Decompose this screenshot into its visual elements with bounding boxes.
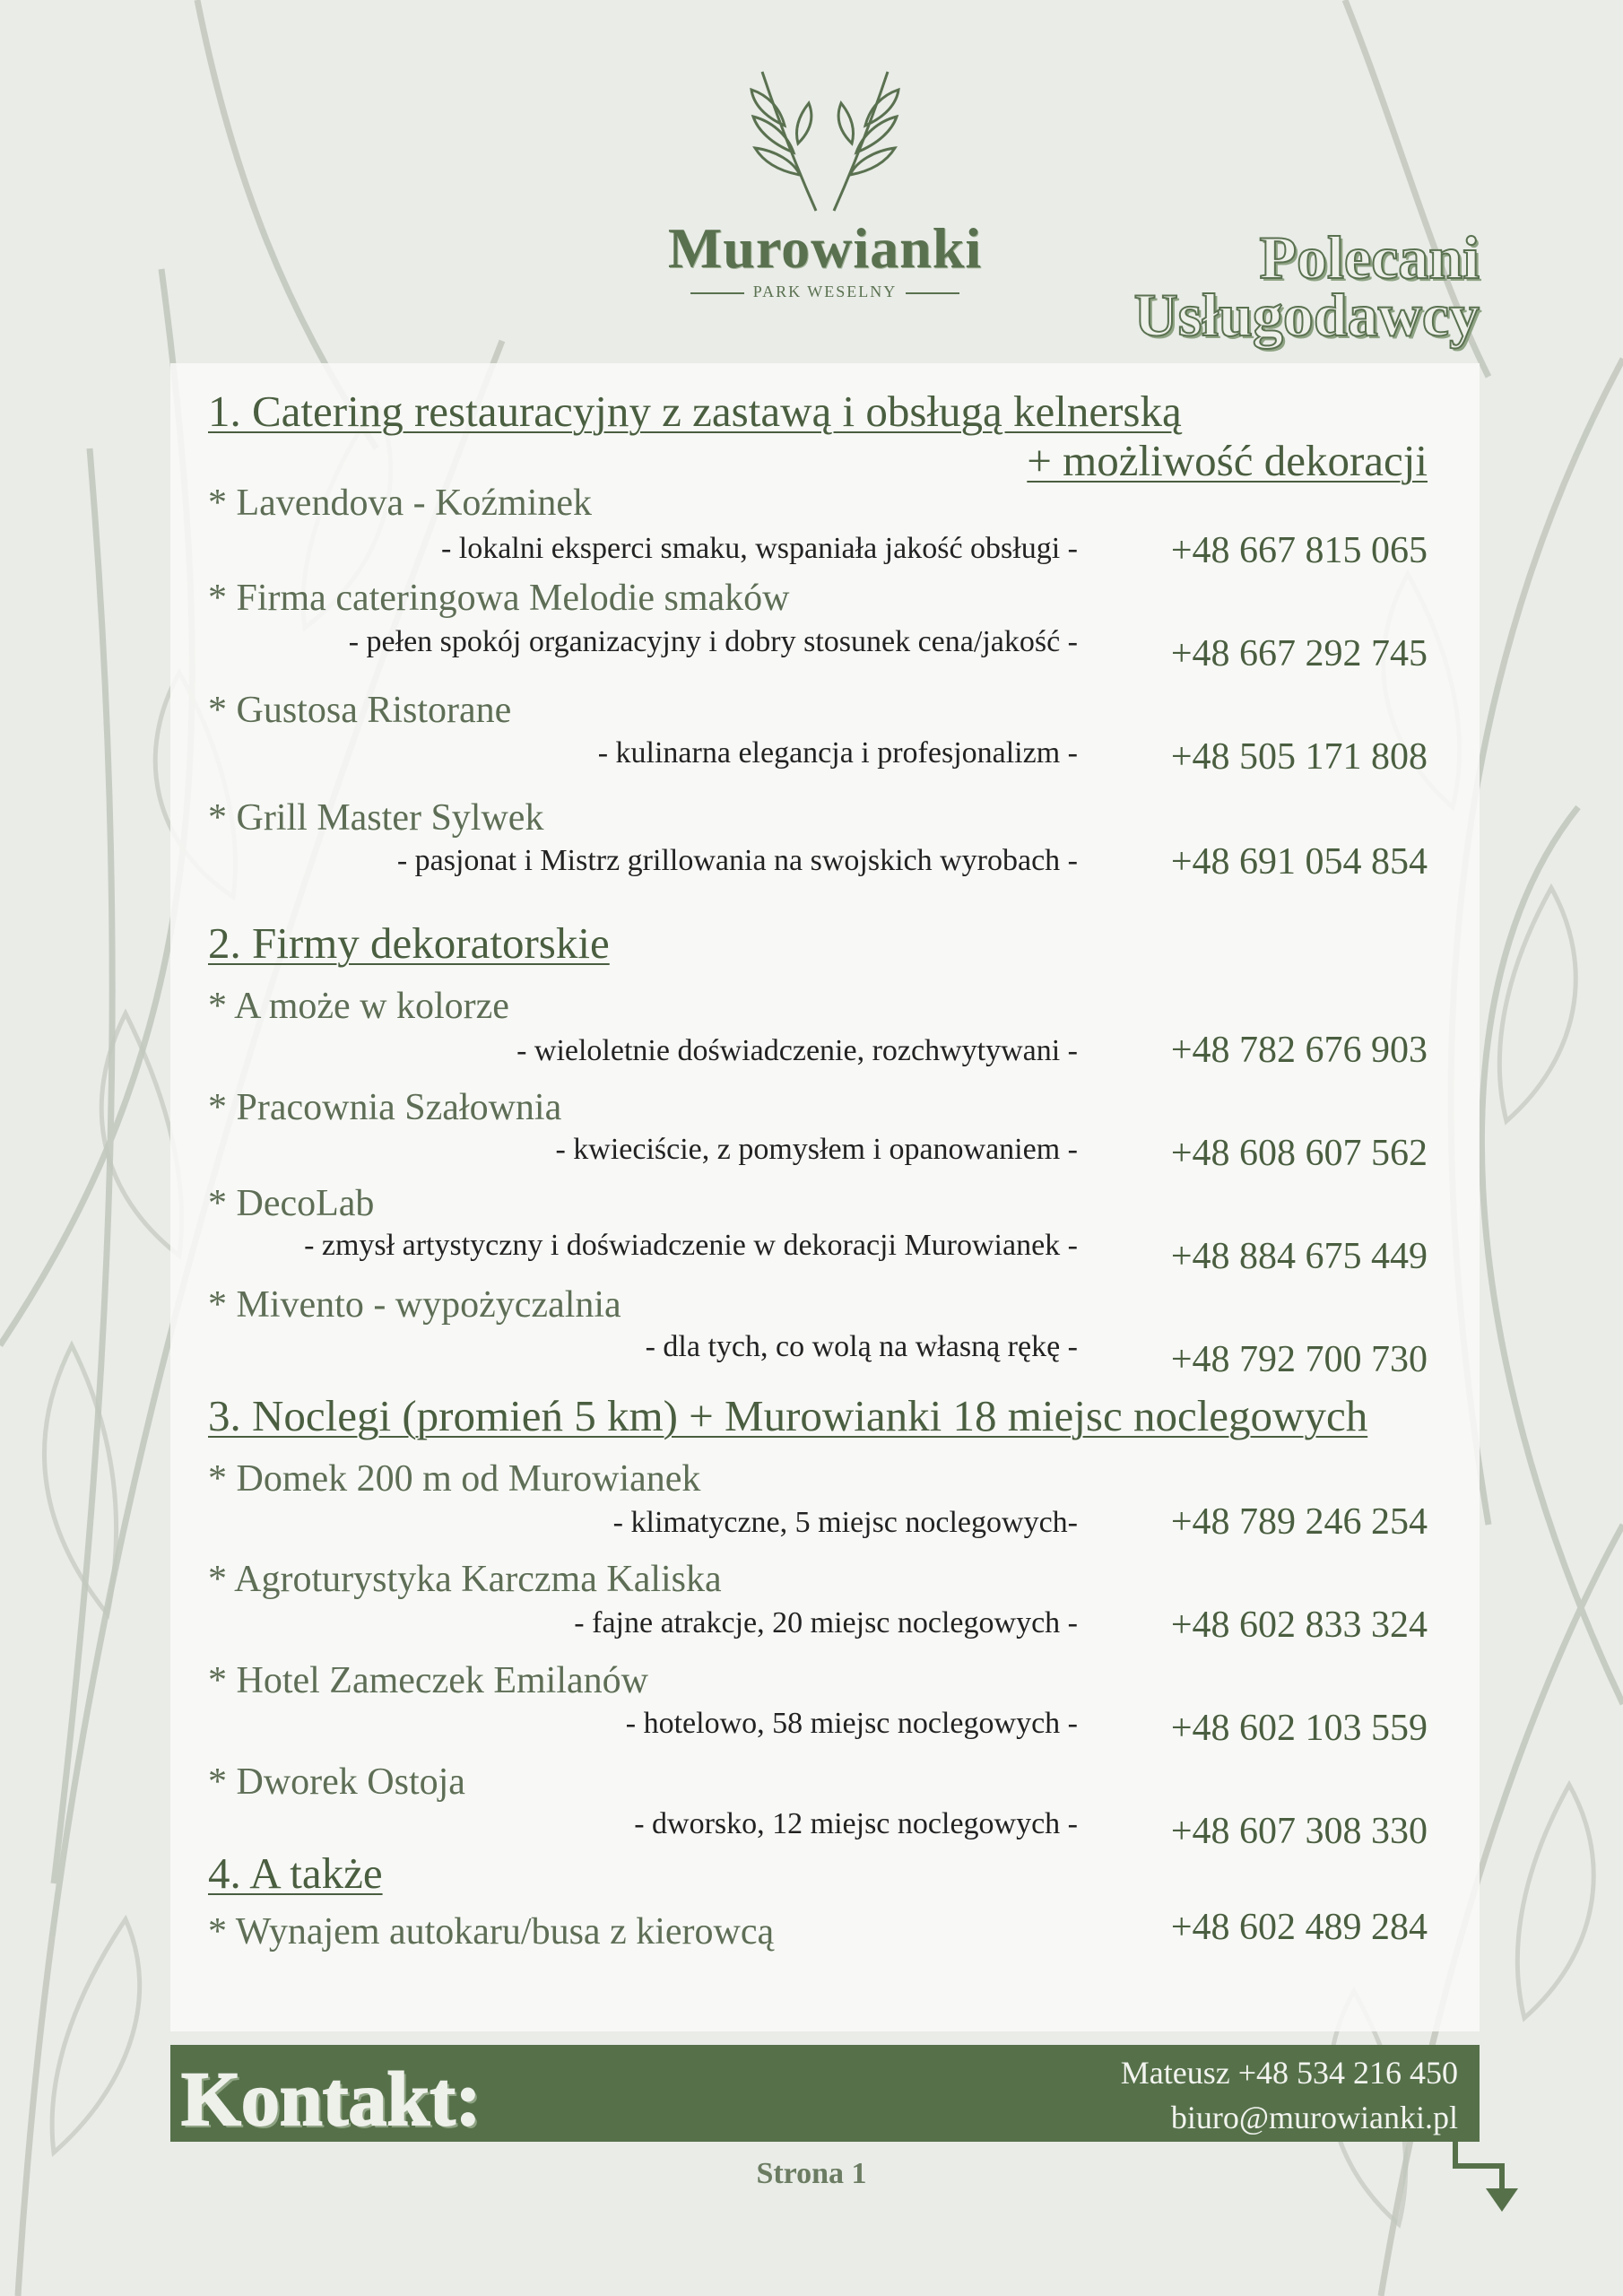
list-item-phone[interactable]: +48 691 054 854 <box>1170 841 1428 883</box>
list-item-desc: - dworsko, 12 miejsc noclegowych - <box>634 1807 1078 1840</box>
list-item-desc: - hotelowo, 58 miejsc noclegowych - <box>625 1707 1078 1740</box>
list-item-phone[interactable]: +48 667 292 745 <box>1170 633 1428 674</box>
list-item-desc: - fajne atrakcje, 20 miejsc noclegowych - <box>574 1606 1078 1639</box>
list-item-name: * Agroturystyka Karczma Kaliska <box>208 1559 722 1600</box>
list-item-desc: - pasjonat i Mistrz grillowania na swojskich wyrobach - <box>396 844 1078 877</box>
section-title-decorators: 2. Firmy dekoratorskie <box>208 918 610 968</box>
list-item-name: * Gustosa Ristorane <box>208 690 512 731</box>
list-item-name: * Grill Master Sylwek <box>208 797 544 839</box>
page-title-line2: Usługodawcy <box>1133 281 1480 349</box>
section-title-accommodation: 3. Noclegi (promień 5 km) + Murowianki 18 miejsc noclegowych <box>208 1391 1368 1440</box>
list-item-desc: - kulinarna elegancja i profesjonalizm - <box>597 736 1078 770</box>
laurel-icon <box>708 54 942 215</box>
list-item-name: * Wynajem autokaru/busa z kierowcą <box>208 1911 775 1952</box>
list-item-phone[interactable]: +48 782 676 903 <box>1170 1030 1428 1071</box>
list-item-desc: - pełen spokój organizacyjny i dobry stosunek cena/jakość - <box>348 625 1078 658</box>
section-title-catering-cont: + możliwość dekoracji <box>1027 436 1428 485</box>
list-item-desc: - zmysł artystyczny i doświadczenie w dekoracji Murowianek - <box>304 1229 1078 1262</box>
brand-subtitle: PARK WESELNY <box>646 283 1004 301</box>
brand-logo <box>646 54 1004 305</box>
list-item-phone[interactable]: +48 792 700 730 <box>1170 1339 1428 1380</box>
contact-person[interactable]: Mateusz +48 534 216 450 <box>1120 2055 1458 2091</box>
list-item-phone[interactable]: +48 884 675 449 <box>1170 1236 1428 1277</box>
list-item-name: * DecoLab <box>208 1183 375 1224</box>
list-item-name: * Mivento - wypożyczalnia <box>208 1284 621 1326</box>
contact-title: Kontakt: <box>181 2056 482 2142</box>
list-item-name: * Pracownia Szałownia <box>208 1087 562 1128</box>
page-number: Strona 1 <box>756 2157 867 2190</box>
list-item-name: * Lavendova - Koźminek <box>208 483 593 524</box>
section-title-catering: 1. Catering restauracyjny z zastawą i obsługą kelnerską <box>208 387 1182 436</box>
contact-email[interactable]: biuro@murowianki.pl <box>1170 2100 1458 2135</box>
page-title <box>1133 223 1480 349</box>
list-item-phone[interactable]: +48 602 103 559 <box>1170 1708 1428 1749</box>
list-item-phone[interactable]: +48 667 815 065 <box>1170 530 1428 571</box>
list-item-name: * Hotel Zameczek Emilanów <box>208 1660 648 1701</box>
list-item-phone[interactable]: +48 602 833 324 <box>1170 1605 1428 1646</box>
contact-bar <box>170 2045 1480 2142</box>
list-item-desc: - lokalni eksperci smaku, wspaniała jakość obsługi - <box>440 532 1078 565</box>
list-item-phone[interactable]: +48 602 489 284 <box>1170 1907 1428 1948</box>
list-item-phone[interactable]: +48 607 308 330 <box>1170 1811 1428 1852</box>
brand-name: Murowianki <box>667 216 983 280</box>
section-title-also: 4. A także <box>208 1848 383 1898</box>
list-item-name: * Dworek Ostoja <box>208 1761 465 1803</box>
list-item-phone[interactable]: +48 789 246 254 <box>1170 1501 1428 1543</box>
list-item-phone[interactable]: +48 505 171 808 <box>1170 736 1428 778</box>
list-item-phone[interactable]: +48 608 607 562 <box>1170 1133 1428 1174</box>
list-item-desc: - klimatyczne, 5 miejsc noclegowych- <box>612 1506 1078 1539</box>
arrow-down-icon <box>1486 2188 1518 2212</box>
list-item-name: * Firma cateringowa Melodie smaków <box>208 578 790 619</box>
list-item-desc: - kwieciście, z pomysłem i opanowaniem - <box>555 1133 1078 1166</box>
page-title-line1: Polecani <box>1259 223 1480 291</box>
list-item-desc: - wieloletnie doświadczenie, rozchwytywani - <box>516 1034 1078 1067</box>
list-item-desc: - dla tych, co wolą na własną rękę - <box>645 1330 1078 1363</box>
list-item-name: * Domek 200 m od Murowianek <box>208 1458 701 1500</box>
list-item-name: * A może w kolorze <box>208 986 509 1027</box>
